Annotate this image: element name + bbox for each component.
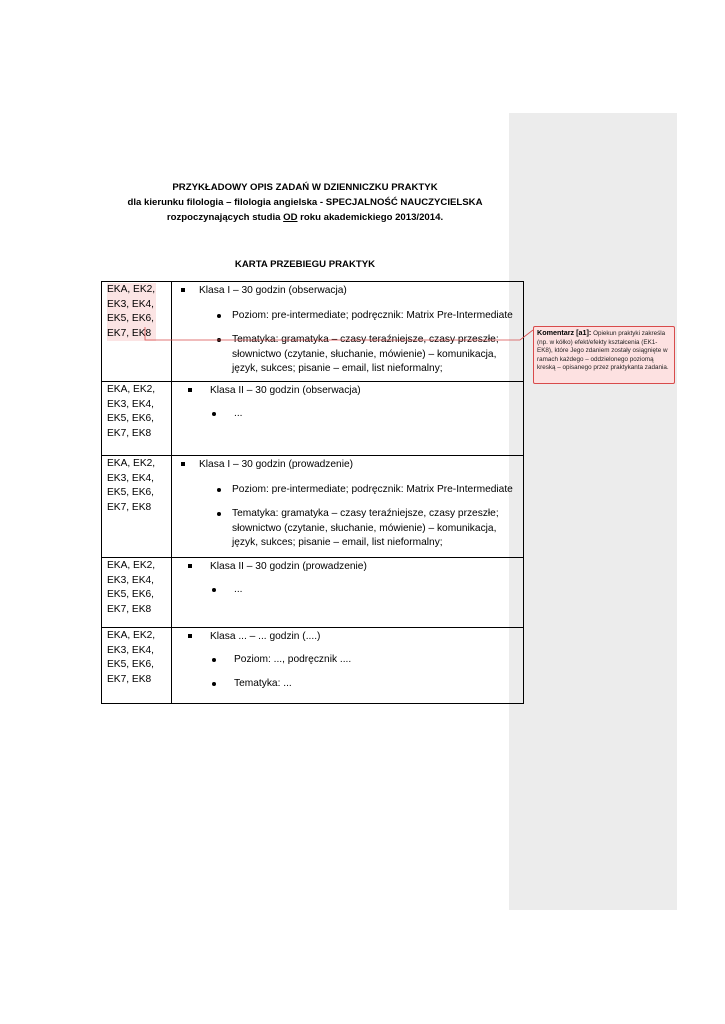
table-row [102, 558, 524, 628]
list-item [172, 309, 519, 324]
outcome-codes-cell[interactable] [102, 456, 172, 558]
table-row [102, 382, 524, 456]
list-item [172, 677, 519, 692]
code-line: EK7, EK8 [107, 673, 152, 685]
outcome-codes-cell[interactable] [102, 382, 172, 456]
code-line: EK3, EK4, [107, 574, 155, 586]
code-line: EK7, EK8 [107, 327, 152, 339]
code-line: EKA, EK2, [107, 560, 156, 571]
code-line: EK3, EK4, [107, 398, 155, 410]
header-line-1: PRZYKŁADOWY OPIS ZADAŃ W DZIENNICZKU PRAKTYK [172, 182, 438, 193]
class-heading [172, 630, 519, 645]
list-item-text: Tematyka: gramatyka – czasy teraźniejsze, czasy przeszłe; słownictwo (czytanie, słuchanie, mówienie) – komunikacja, język, sukces; pisanie – email, list nieformalny; [232, 334, 499, 375]
list-item-text: Tematyka: gramatyka – czasy teraźniejsze, czasy przeszłe; słownictwo (czytanie, słuchanie, mówienie) – komunikacja, język, sukces; pisanie – email, list nieformalny; [232, 508, 499, 549]
square-bullet-icon [181, 462, 185, 466]
comment-balloon[interactable] [533, 326, 675, 384]
code-line: EKA, EK2, [107, 384, 156, 395]
outcome-codes-cell[interactable] [102, 282, 172, 382]
table-row [102, 456, 524, 558]
code-line: EK5, EK6, [107, 313, 155, 325]
code-line: EK5, EK6, [107, 589, 155, 601]
round-bullet-icon [212, 682, 216, 686]
list-item-text: Poziom: pre-intermediate; podręcznik: Matrix Pre-Intermediate [232, 483, 513, 495]
task-description-cell [172, 558, 524, 628]
square-bullet-icon [188, 388, 192, 392]
list-item-text: ... [234, 583, 243, 595]
task-description-cell [172, 382, 524, 456]
class-heading-text: Klasa ... – ... godzin (....) [210, 631, 321, 642]
code-line: EK7, EK8 [107, 603, 152, 615]
code-line: EKA, EK2, [107, 458, 156, 469]
round-bullet-icon [217, 488, 221, 492]
class-heading [172, 560, 519, 575]
class-heading [172, 384, 519, 399]
header-underlined-od: OD [283, 212, 298, 223]
list-item-text: Tematyka: ... [234, 678, 292, 690]
round-bullet-icon [217, 338, 221, 342]
task-description-cell [172, 628, 524, 704]
round-bullet-icon [212, 658, 216, 662]
list-item [172, 507, 519, 551]
highlighted-codes [107, 283, 156, 341]
outcome-codes-cell[interactable] [102, 628, 172, 704]
code-line: EK3, EK4, [107, 472, 155, 484]
list-item [172, 333, 519, 377]
square-bullet-icon [188, 634, 192, 638]
class-heading-text: Klasa I – 30 godzin (obserwacja) [199, 285, 347, 296]
round-bullet-icon [212, 412, 216, 416]
header-line-2: dla kierunku filologia – filologia angielska - SPECJALNOŚĆ NAUCZYCIELSKA [127, 197, 483, 208]
table-row [102, 628, 524, 704]
comment-text: Opiekun praktyki zakreśla (np. w kółko) efekt/efekty kształcenia (EK1-EK8), które Jego zdaniem zostały osiągnięte w ramach każdego – oddzielonego poziomą kreską – opisanego przez praktykanta zadania. [537, 330, 669, 372]
header-line-3 [100, 210, 510, 225]
outcome-codes-cell[interactable] [102, 558, 172, 628]
comment-label: Komentarz [a1]: [537, 328, 592, 337]
round-bullet-icon [217, 314, 221, 318]
code-line: EKA, EK2, [107, 284, 156, 295]
code-line: EK5, EK6, [107, 659, 155, 671]
list-item [172, 583, 519, 598]
class-heading-text: Klasa I – 30 godzin (prowadzenie) [199, 459, 354, 470]
class-heading [172, 458, 519, 473]
list-item [172, 483, 519, 498]
code-line: EK3, EK4, [107, 644, 155, 656]
task-description-cell [172, 282, 524, 382]
header-line-3-end: roku akademickiego 2013/2014. [297, 212, 444, 223]
header-line-3-start: rozpoczynających studia [166, 212, 284, 223]
code-line: EK3, EK4, [107, 298, 155, 310]
list-item-text: ... [234, 407, 243, 419]
square-bullet-icon [188, 564, 192, 568]
task-description-cell [172, 456, 524, 558]
practice-log-table [101, 281, 524, 704]
comment-margin-pane [509, 113, 677, 910]
class-heading-text: Klasa II – 30 godzin (prowadzenie) [210, 561, 367, 572]
list-item [172, 653, 519, 668]
code-line: EK5, EK6, [107, 487, 155, 499]
table-title: KARTA PRZEBIEGU PRAKTYK [234, 259, 376, 270]
table-row [102, 282, 524, 382]
square-bullet-icon [181, 288, 185, 292]
list-item-text: Poziom: pre-intermediate; podręcznik: Matrix Pre-Intermediate [232, 309, 513, 321]
list-item-text: Poziom: ..., podręcznik .... [234, 653, 352, 665]
code-line: EK7, EK8 [107, 501, 152, 513]
class-heading-text: Klasa II – 30 godzin (obserwacja) [210, 385, 361, 396]
code-line: EK5, EK6, [107, 413, 155, 425]
round-bullet-icon [212, 588, 216, 592]
document-header [100, 180, 510, 225]
list-item [172, 407, 519, 422]
code-line: EK7, EK8 [107, 427, 152, 439]
round-bullet-icon [217, 512, 221, 516]
class-heading [172, 284, 519, 299]
code-line: EKA, EK2, [107, 630, 156, 641]
